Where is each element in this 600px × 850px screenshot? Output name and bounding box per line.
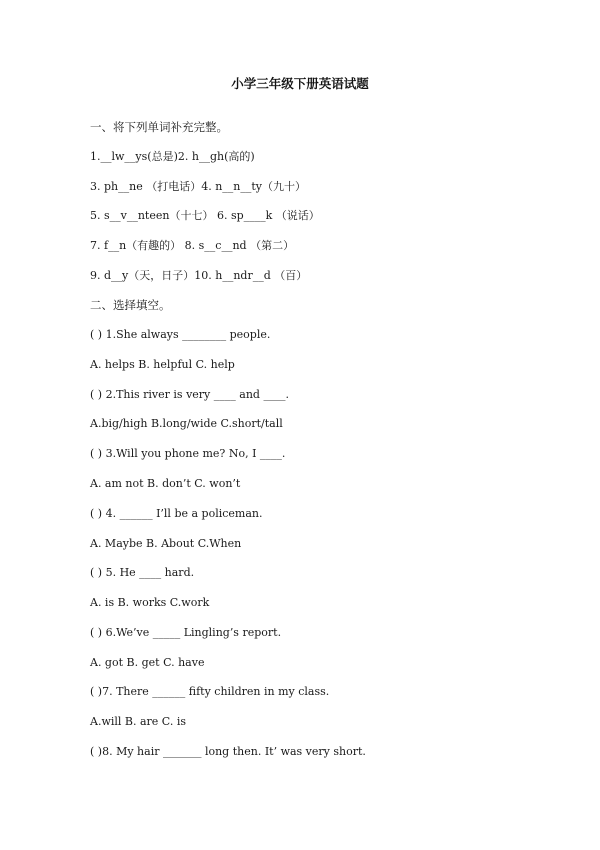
question-line: ( ) 3.Will you phone me? No, I ____.	[90, 447, 286, 460]
options-line: A.big/high B.long/wide C.short/tall	[90, 417, 283, 430]
fill-word-item: 5. s__v__nteen（十七） 6. sp____k （说话）	[90, 209, 320, 222]
question-line: ( )8. My hair _______ long then. It’ was very short.	[90, 745, 366, 758]
question-line: ( )7. There ______ fifty children in my class.	[90, 685, 330, 698]
question-line: ( ) 5. He ____ hard.	[90, 566, 195, 579]
question-line: ( ) 4. ______ I’ll be a policeman.	[90, 507, 263, 520]
options-line: A.will B. are C. is	[90, 715, 186, 728]
fill-word-item: 7. f__n（有趣的） 8. s__c__nd （第二）	[90, 239, 295, 252]
options-line: A. got B. get C. have	[90, 656, 205, 669]
question-line: ( ) 2.This river is very ____ and ____.	[90, 388, 289, 401]
fill-word-item: 3. ph__ne （打电话）4. n__n__ty（九十）	[90, 180, 307, 193]
question-line: ( ) 6.We’ve _____ Lingling’s report.	[90, 626, 282, 639]
page-title: 小学三年级下册英语试题	[231, 76, 369, 91]
question-line: ( ) 1.She always ________ people.	[90, 328, 271, 341]
options-line: A. am not B. don’t C. won’t	[90, 477, 241, 490]
options-line: A. is B. works C.work	[90, 596, 210, 609]
section-2-heading: 二、选择填空。	[90, 298, 171, 312]
options-line: A. helps B. helpful C. help	[90, 358, 235, 371]
fill-word-item: 9. d__y（天，日子）10. h__ndr__d （百）	[90, 269, 308, 282]
options-line: A. Maybe B. About C.When	[90, 537, 242, 550]
section-1-heading: 一、将下列单词补充完整。	[90, 120, 228, 134]
fill-word-item: 1.__lw__ys(总是)2. h__gh(高的)	[90, 150, 255, 163]
